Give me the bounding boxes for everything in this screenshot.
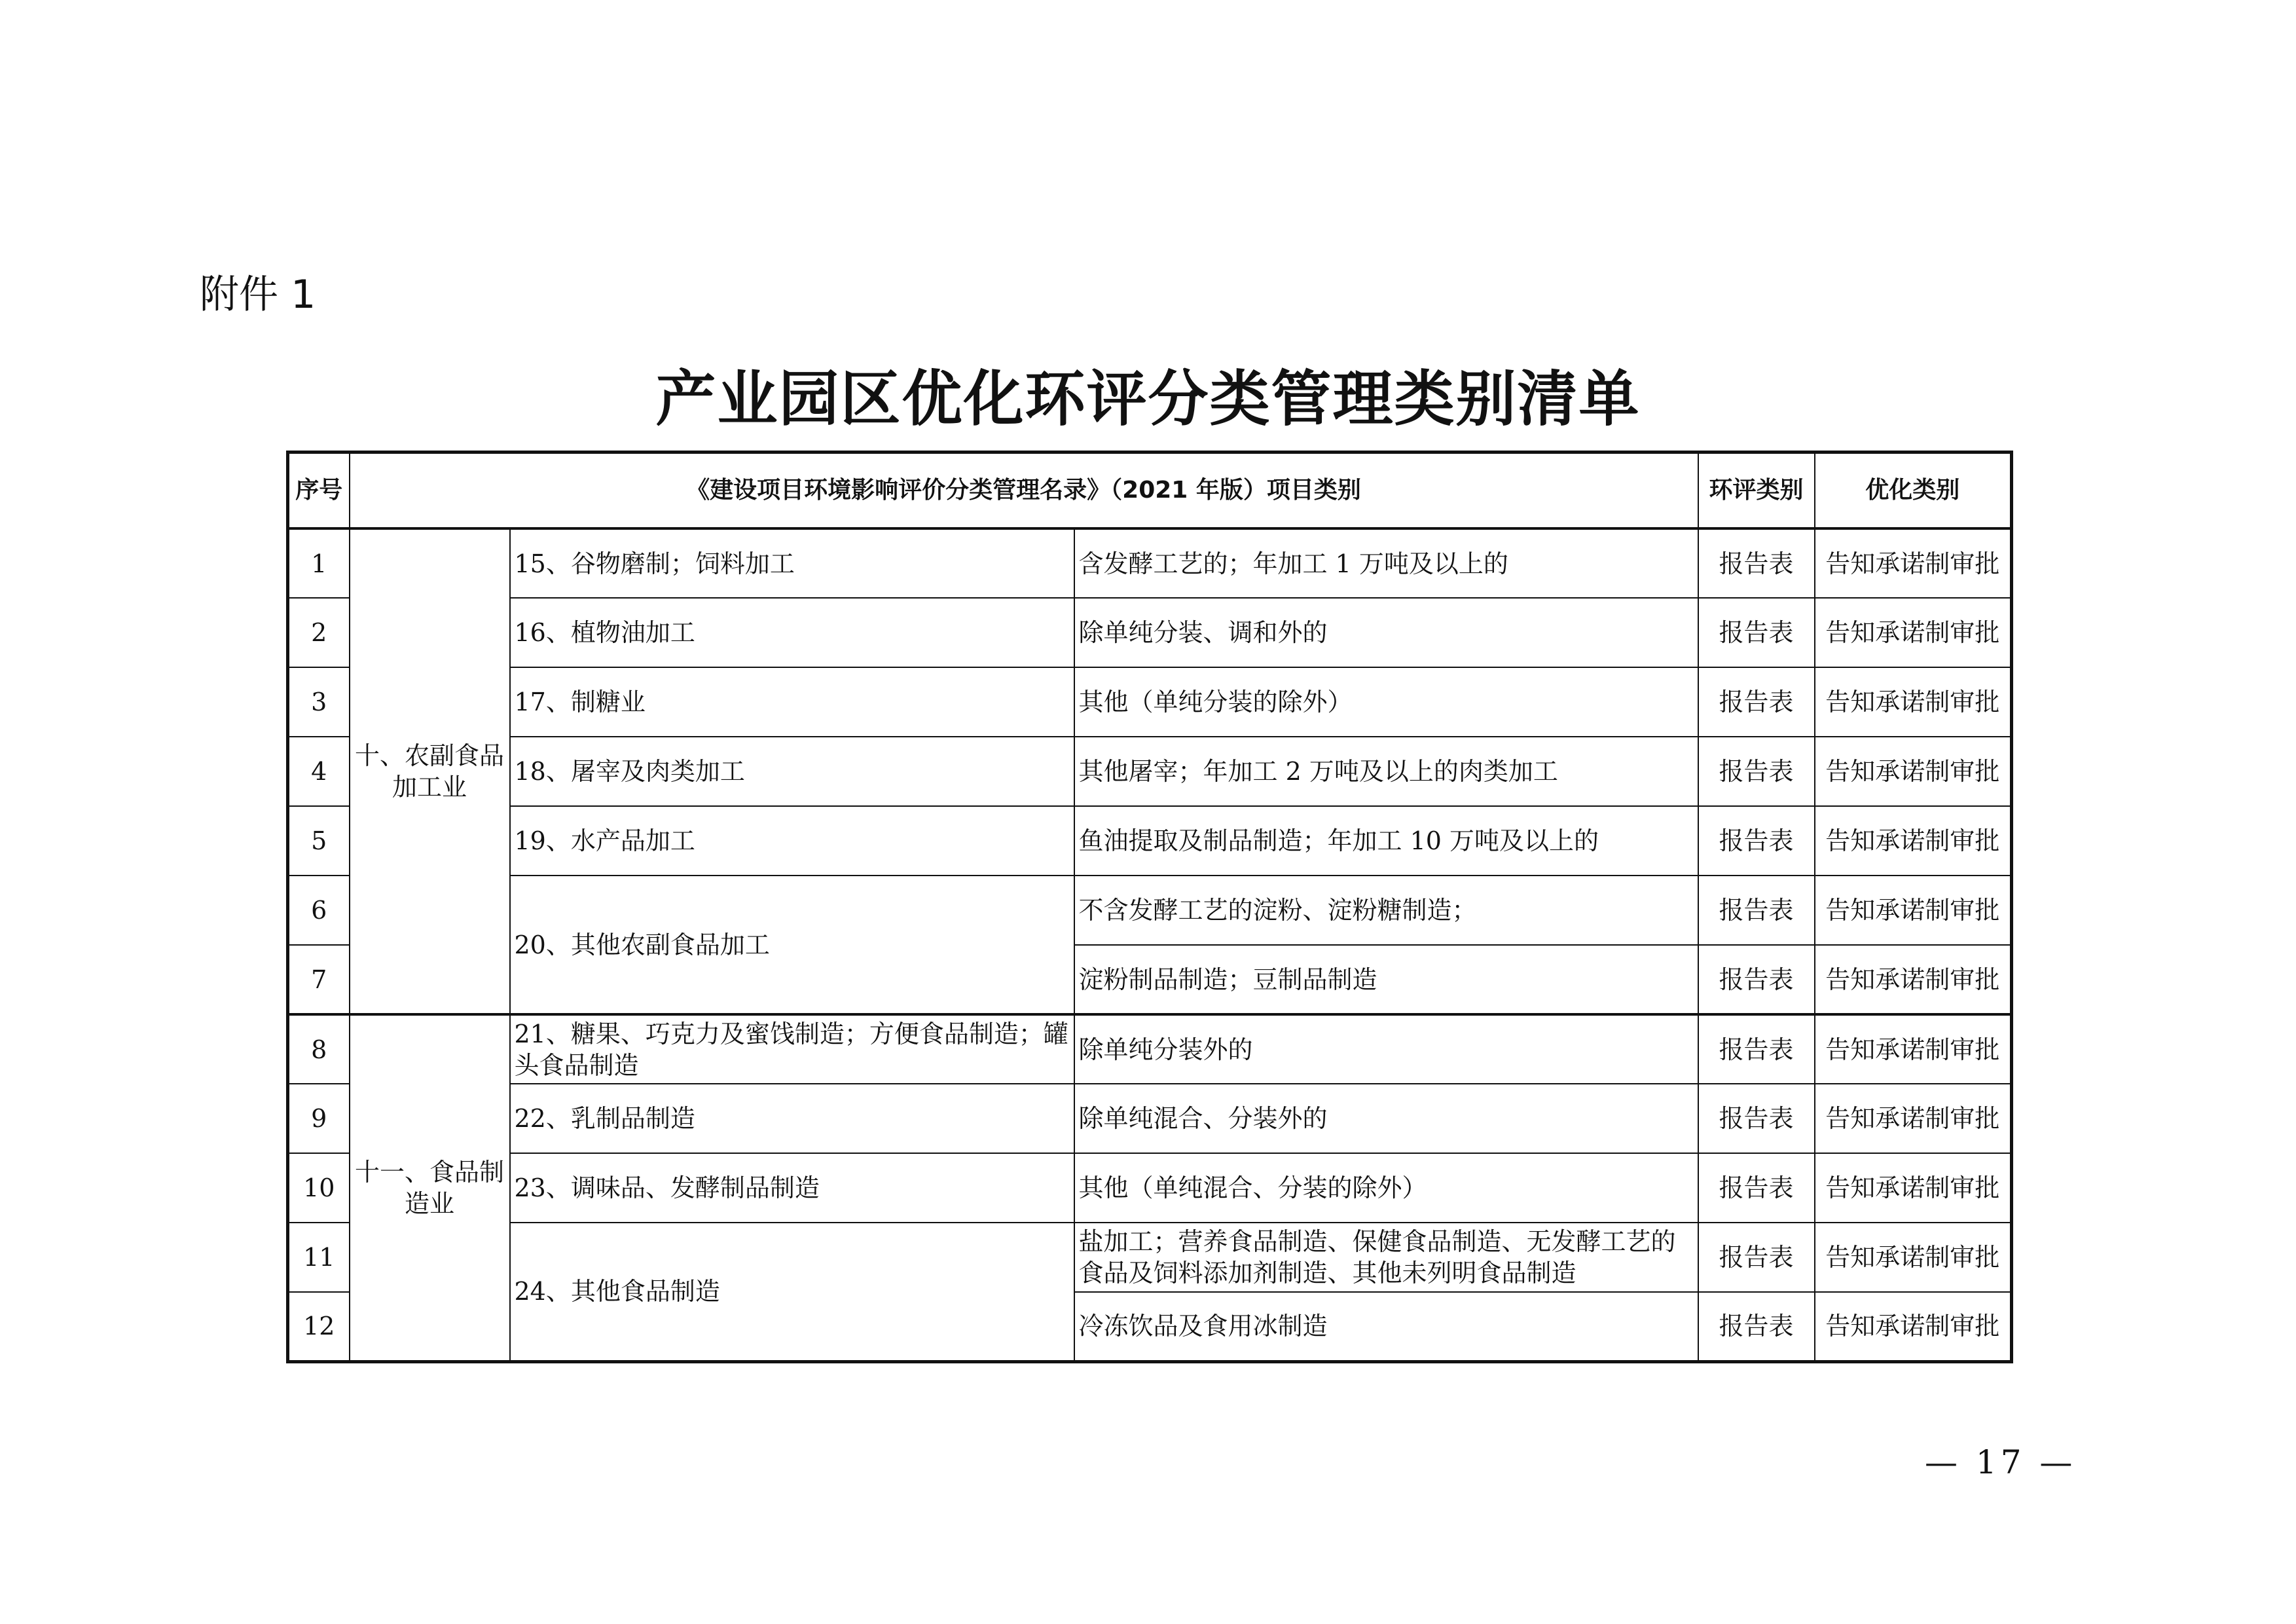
section-cell: 十、农副食品加工业	[350, 528, 510, 1014]
seq-cell: 12	[288, 1292, 350, 1361]
scope-cell: 其他屠宰；年加工 2 万吨及以上的肉类加工	[1074, 737, 1698, 806]
item-cell: 23、调味品、发酵制品制造	[510, 1153, 1074, 1223]
item-cell: 17、制糖业	[510, 667, 1074, 737]
table-row	[288, 1084, 2012, 1153]
scope-cell: 淀粉制品制造；豆制品制造	[1074, 945, 1698, 1014]
scope-cell: 冷冻饮品及食用冰制造	[1074, 1292, 1698, 1361]
eia-type-cell: 报告表	[1698, 1292, 1815, 1361]
table-header-row	[288, 452, 2012, 529]
seq-cell: 4	[288, 737, 350, 806]
item-cell: 16、植物油加工	[510, 598, 1074, 667]
table-row	[288, 876, 2012, 945]
seq-cell: 7	[288, 945, 350, 1014]
seq-cell: 3	[288, 667, 350, 737]
optimized-type-cell: 告知承诺制审批	[1815, 598, 2012, 667]
eia-type-cell: 报告表	[1698, 737, 1815, 806]
optimized-type-cell: 告知承诺制审批	[1815, 806, 2012, 876]
item-cell: 21、糖果、巧克力及蜜饯制造；方便食品制造；罐头食品制造	[510, 1014, 1074, 1084]
table-row	[288, 667, 2012, 737]
table-row	[288, 528, 2012, 598]
seq-cell: 1	[288, 528, 350, 598]
seq-cell: 6	[288, 876, 350, 945]
optimized-type-cell: 告知承诺制审批	[1815, 1223, 2012, 1292]
item-cell: 15、谷物磨制；饲料加工	[510, 528, 1074, 598]
eia-type-cell: 报告表	[1698, 1014, 1815, 1084]
scope-cell: 鱼油提取及制品制造；年加工 10 万吨及以上的	[1074, 806, 1698, 876]
seq-cell: 2	[288, 598, 350, 667]
table-row	[288, 1014, 2012, 1084]
item-cell: 18、屠宰及肉类加工	[510, 737, 1074, 806]
optimized-type-cell: 告知承诺制审批	[1815, 1084, 2012, 1153]
eia-type-cell: 报告表	[1698, 1084, 1815, 1153]
eia-type-cell: 报告表	[1698, 1153, 1815, 1223]
item-cell: 22、乳制品制造	[510, 1084, 1074, 1153]
scope-cell: 其他（单纯分装的除外）	[1074, 667, 1698, 737]
optimized-type-cell: 告知承诺制审批	[1815, 528, 2012, 598]
optimized-type-cell: 告知承诺制审批	[1815, 1292, 2012, 1361]
eia-type-cell: 报告表	[1698, 528, 1815, 598]
item-cell: 19、水产品加工	[510, 806, 1074, 876]
eia-type-cell: 报告表	[1698, 598, 1815, 667]
page-number: — 17 —	[1925, 1443, 2077, 1481]
eia-type-cell: 报告表	[1698, 806, 1815, 876]
seq-cell: 9	[288, 1084, 350, 1153]
scope-cell: 除单纯混合、分装外的	[1074, 1084, 1698, 1153]
item-cell: 20、其他农副食品加工	[510, 876, 1074, 1014]
optimized-type-cell: 告知承诺制审批	[1815, 1014, 2012, 1084]
section-cell: 十一、食品制造业	[350, 1014, 510, 1361]
header-category: 《建设项目环境影响评价分类管理名录》（2021 年版）项目类别	[350, 452, 1698, 529]
table-row	[288, 598, 2012, 667]
item-cell: 24、其他食品制造	[510, 1223, 1074, 1361]
table-row	[288, 806, 2012, 876]
optimized-type-cell: 告知承诺制审批	[1815, 945, 2012, 1014]
seq-cell: 8	[288, 1014, 350, 1084]
seq-cell: 10	[288, 1153, 350, 1223]
header-seq: 序号	[288, 452, 350, 529]
scope-cell: 除单纯分装、调和外的	[1074, 598, 1698, 667]
header-eia-type: 环评类别	[1698, 452, 1815, 529]
scope-cell: 除单纯分装外的	[1074, 1014, 1698, 1084]
header-optimized-type: 优化类别	[1815, 452, 2012, 529]
eia-type-cell: 报告表	[1698, 1223, 1815, 1292]
optimized-type-cell: 告知承诺制审批	[1815, 667, 2012, 737]
attachment-label: 附件 1	[200, 272, 316, 318]
optimized-type-cell: 告知承诺制审批	[1815, 1153, 2012, 1223]
table-row	[288, 1153, 2012, 1223]
seq-cell: 5	[288, 806, 350, 876]
classification-table	[286, 451, 2013, 1363]
scope-cell: 其他（单纯混合、分装的除外）	[1074, 1153, 1698, 1223]
optimized-type-cell: 告知承诺制审批	[1815, 876, 2012, 945]
seq-cell: 11	[288, 1223, 350, 1292]
eia-type-cell: 报告表	[1698, 667, 1815, 737]
scope-cell: 含发酵工艺的；年加工 1 万吨及以上的	[1074, 528, 1698, 598]
eia-type-cell: 报告表	[1698, 945, 1815, 1014]
scope-cell: 盐加工；营养食品制造、保健食品制造、无发酵工艺的食品及饲料添加剂制造、其他未列明食品制造	[1074, 1223, 1698, 1292]
scope-cell: 不含发酵工艺的淀粉、淀粉糖制造；	[1074, 876, 1698, 945]
eia-type-cell: 报告表	[1698, 876, 1815, 945]
table-row	[288, 1223, 2012, 1292]
optimized-type-cell: 告知承诺制审批	[1815, 737, 2012, 806]
table-row	[288, 737, 2012, 806]
page-title: 产业园区优化环评分类管理类别清单	[655, 364, 1641, 434]
